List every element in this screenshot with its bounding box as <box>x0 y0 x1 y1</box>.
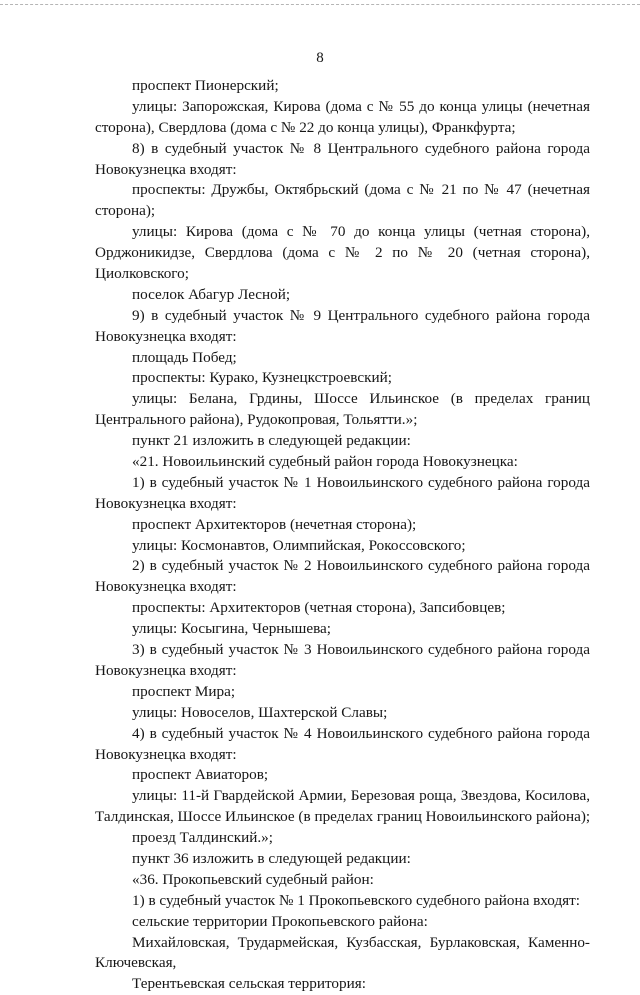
scan-top-edge <box>0 4 640 5</box>
text-line: сторона), Свердлова (дома с № 22 до конца улицы), Франкфурта; <box>95 118 516 136</box>
text-line: поселок Абагур Лесной; <box>132 285 291 303</box>
text-line: проспекты: Архитекторов (четная сторона), Запсибовцев; <box>132 599 506 617</box>
text-line: Орджоникидзе, Свердлова (дома с № 2 по № 20 (четная сторона), <box>95 244 590 262</box>
text-line: улицы: Кирова (дома с № 70 до конца улицы (четная сторона), <box>132 223 590 241</box>
text-line: 2) в судебный участок № 2 Новоильинского судебного района города <box>132 557 590 575</box>
text-line: Ключевская, <box>95 954 177 972</box>
text-line: 9) в судебный участок № 9 Центрального судебного района города <box>132 306 590 324</box>
text-line: Новокузнецка входят: <box>95 160 237 178</box>
text-line: улицы: Запорожская, Кирова (дома с № 55 до конца улицы (нечетная <box>132 97 590 115</box>
text-line: 1) в судебный участок № 1 Новоильинского судебного района города <box>132 473 590 491</box>
text-line: 1) в судебный участок № 1 Прокопьевского судебного района входят: <box>132 891 581 909</box>
text-line: «21. Новоильинский судебный район города Новокузнецка: <box>132 453 518 471</box>
text-line: Новокузнецка входят: <box>95 327 237 345</box>
text-line: улицы: Косыгина, Чернышева; <box>132 620 331 638</box>
text-line: проспекты: Дружбы, Октябрьский (дома с № 21 по № 47 (нечетная <box>132 181 590 199</box>
page-number: 8 <box>316 50 324 66</box>
text-line: Новокузнецка входят: <box>95 745 237 763</box>
text-line: улицы: 11-й Гвардейской Армии, Березовая роща, Звездова, Косилова, <box>132 787 590 805</box>
text-line: проспект Пионерский; <box>132 77 279 94</box>
text-line: Терентьевская сельская территория: <box>132 975 366 993</box>
text-line: проспект Архитекторов (нечетная сторона); <box>132 515 417 533</box>
text-line: улицы: Космонавтов, Олимпийская, Рокоссовского; <box>132 536 466 554</box>
text-line: 8) в судебный участок № 8 Центрального судебного района города <box>132 139 590 157</box>
text-line: пункт 36 изложить в следующей редакции: <box>132 849 411 867</box>
text-line: 3) в судебный участок № 3 Новоильинского судебного района города <box>132 641 590 659</box>
text-line: проезд Талдинский.»; <box>132 829 273 847</box>
text-line: Новокузнецка входят: <box>95 661 237 679</box>
text-line: площадь Побед; <box>132 348 237 366</box>
text-line: «36. Прокопьевский судебный район: <box>132 870 374 888</box>
text-line: пункт 21 изложить в следующей редакции: <box>132 432 411 450</box>
text-line: сторона); <box>95 202 156 220</box>
text-line: Михайловская, Трудармейская, Кузбасская, Бурлаковская, Каменно- <box>132 933 590 951</box>
text-line: улицы: Белана, Грдины, Шоссе Ильинское (в пределах границ <box>132 390 590 408</box>
text-line: Центрального района), Рудокопровая, Тольятти.»; <box>95 411 418 429</box>
text-line: 4) в судебный участок № 4 Новоильинского судебного района города <box>132 724 590 742</box>
text-line: Новокузнецка входят: <box>95 494 237 512</box>
text-line: Циолковского; <box>95 265 189 283</box>
text-line: улицы: Новоселов, Шахтерской Славы; <box>132 703 388 721</box>
text-line: проспект Мира; <box>132 682 236 700</box>
text-line: Новокузнецка входят: <box>95 578 237 596</box>
document-body <box>95 76 590 995</box>
text-line: сельские территории Прокопьевского района: <box>132 912 428 930</box>
text-line: Талдинская, Шоссе Ильинское (в пределах границ Новоильинского района); <box>95 808 591 826</box>
text-line: проспект Авиаторов; <box>132 766 269 784</box>
text-line: проспекты: Курако, Кузнецкстроевский; <box>132 369 392 387</box>
